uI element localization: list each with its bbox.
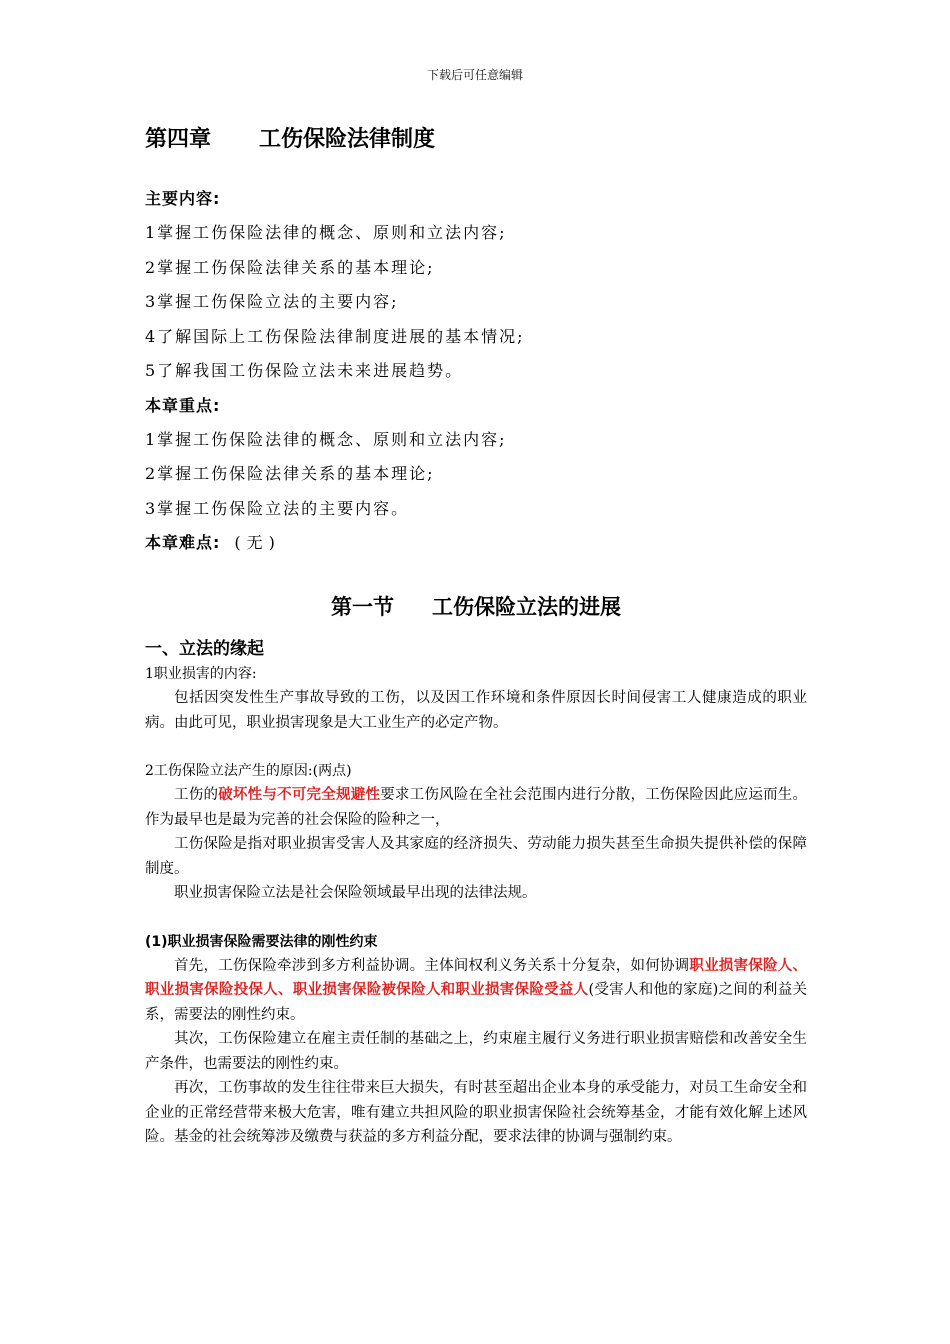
page-header: 下载后可任意编辑 — [426, 68, 523, 82]
point1-paragraph-1 — [145, 954, 807, 1028]
item1-title: 1职业损害的内容: — [145, 666, 257, 682]
main-content-item: 5了解我国工伤保险立法未来进展趋势。 — [145, 361, 464, 380]
item2-paragraph-3: 职业损害保险立法是社会保险领域最早出现的法律法规。 — [174, 885, 537, 901]
text-run: 首先，工伤保险牵涉到多方利益协调。主体间权利义务关系十分复杂，如何协调 — [174, 957, 690, 974]
item2-paragraph-2: 工伤保险是指对职业损害受害人及其家庭的经济损失、劳动能力损失甚至生命损失提供补偿的保障制度。 — [145, 836, 807, 877]
difficulty-label: 本章难点: — [145, 533, 221, 552]
text-run: 工伤的 — [174, 787, 219, 803]
main-content-label: 主要内容: — [145, 189, 221, 208]
point1-paragraph-2: 其次，工伤保险建立在雇主责任制的基础之上，约束雇主履行义务进行职业损害赔偿和改善安全生产条件，也需要法的刚性约束。 — [145, 1031, 807, 1072]
main-content-item: 1掌握工伤保险法律的概念、原则和立法内容; — [145, 223, 507, 242]
section-number: 第一节 — [331, 595, 394, 619]
item2-paragraph-1 — [145, 783, 807, 832]
difficulty-line — [145, 526, 807, 560]
point1-paragraph-3: 再次，工伤事故的发生往往带来巨大损失，有时甚至超出企业本身的承受能力，对员工生命安全和企业的正常经营带来极大危害，唯有建立共担风险的职业损害保险社会统筹基金，才能有效化解上述风险。基金的社会统筹涉及缴费与获益的多方利益分配，要求法律的协调与强制约束。 — [145, 1080, 807, 1145]
chapter-title: 工伤保险法律制度 — [259, 127, 436, 152]
highlighted-text: 职业损害保险人、职业损害保险投保人、职业损害保险被保险人和职业损害保险受益人 — [145, 957, 808, 998]
key-points-item: 1掌握工伤保险法律的概念、原则和立法内容; — [145, 429, 507, 449]
chapter-number: 第四章 — [145, 127, 212, 152]
section-title: 工伤保险立法的进展 — [432, 595, 621, 619]
text-run: 要求工伤风险在全社会范围内进行分散，工伤保险因此应运而生。作为最早也是最为完善的社会保险的险种之一， — [145, 787, 808, 828]
highlighted-text: 破坏性与不可完全规避性 — [218, 787, 381, 803]
difficulty-value: (无) — [234, 533, 281, 552]
main-content-item: 4了解国际上工伤保险法律制度进展的基本情况; — [145, 326, 525, 346]
subsection-heading: 一、立法的缘起 — [145, 639, 264, 659]
main-content-item: 2掌握工伤保险法律关系的基本理论; — [145, 257, 435, 277]
chapter-heading — [145, 120, 807, 160]
key-points-item: 3掌握工伤保险立法的主要内容。 — [145, 498, 410, 518]
item2-title: 2工伤保险立法产生的原因:(两点) — [145, 763, 352, 779]
document-body — [145, 120, 807, 1150]
text-run: (受害人和他的家庭)之间的利益关系，需要法的刚性约束。 — [145, 982, 807, 1023]
key-points-item: 2掌握工伤保险法律关系的基本理论; — [145, 464, 435, 483]
item1-paragraph: 包括因突发性生产事故导致的工伤，以及因工作环境和条件原因长时间侵害工人健康造成的职业病。由此可见，职业损害现象是大工业生产的必定产物。 — [145, 690, 807, 731]
key-points-label: 本章重点: — [145, 395, 221, 415]
main-content-item: 3掌握工伤保险立法的主要内容; — [145, 292, 399, 311]
point1-heading: (1)职业损害保险需要法律的刚性约束 — [145, 933, 378, 950]
section-heading — [145, 588, 807, 626]
